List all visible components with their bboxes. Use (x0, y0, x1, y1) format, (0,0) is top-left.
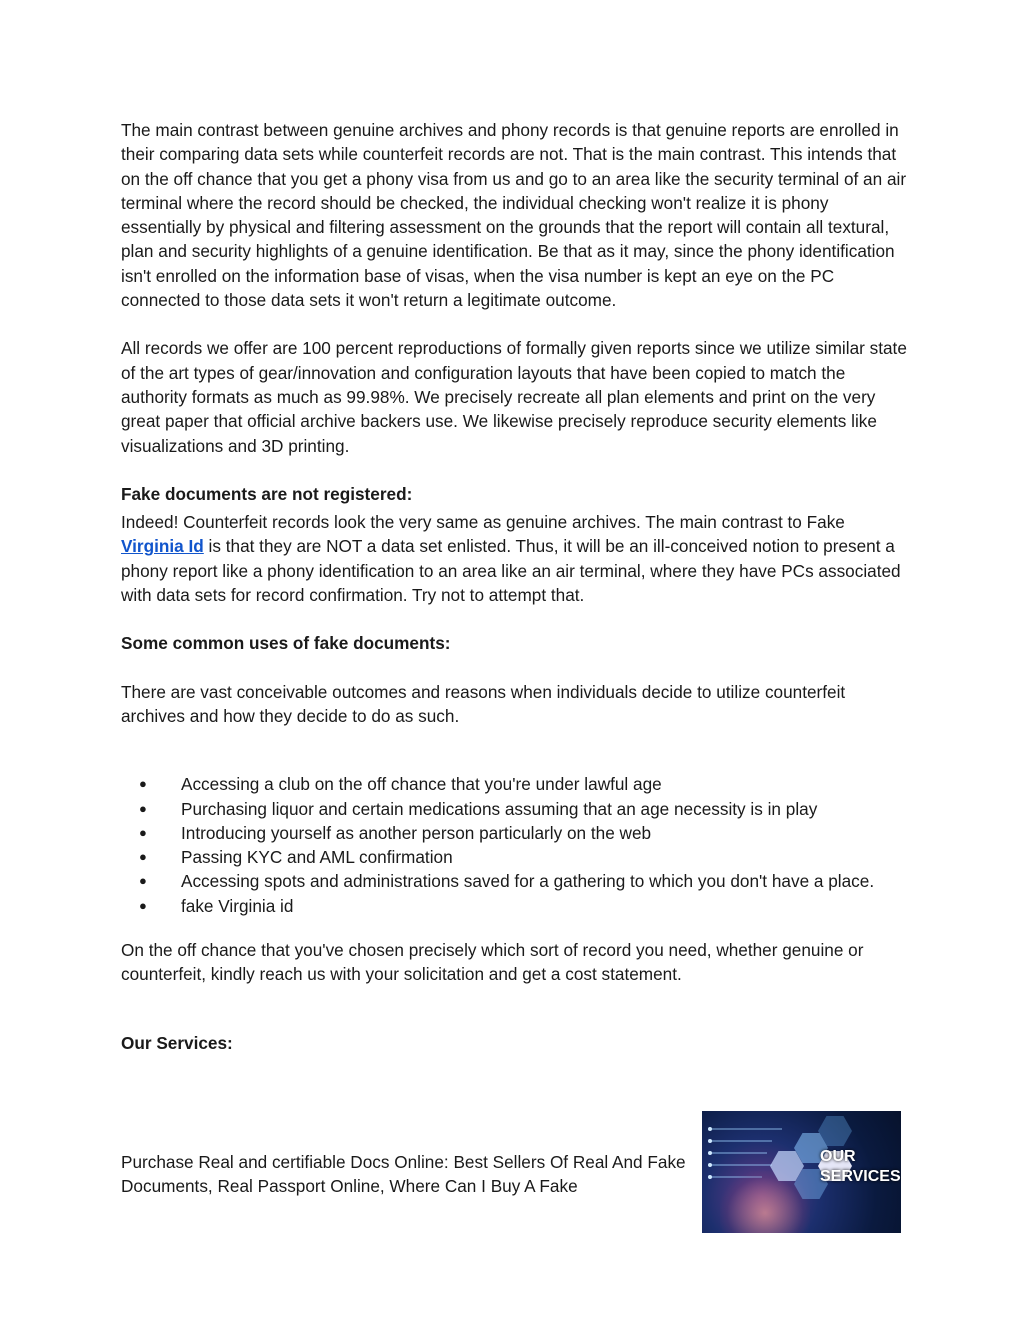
list-item-text: Accessing a club on the off chance that you're under lawful age (181, 774, 662, 795)
paragraph-uses-intro: There are vast conceivable outcomes and reasons when individuals decide to utilize counterfeit archives and how they decide to do as such. (121, 681, 846, 726)
bullet-icon: ● (139, 849, 147, 865)
virginia-id-link[interactable]: Virginia Id (121, 536, 204, 557)
paragraph-not-registered (121, 510, 911, 607)
services-label-line1: OUR (820, 1148, 856, 1165)
paragraph-intro: The main contrast between genuine archives and phony records is that genuine reports are enrolled in their comparing data sets while counterfeit records are not. That is the main contrast. This intends that on the off chance that you get a phony visa from us and go to an area like the security terminal of an air terminal where the record should be checked, the individual checking won't realize it is phony essentially by physical and filtering assessment on the grounds that the report will contain all textural, plan and security highlights of a genuine identification. Be that as it may, since the phony identification isn't enrolled on the information base of visas, when the visa number is kept an eye on the PC connected to those data sets it won't return a legitimate outcome. (121, 120, 907, 311)
list-item-text: Purchasing liquor and certain medications assuming that an age necessity is in play (181, 798, 818, 819)
paragraph-reproductions: All records we offer are 100 percent reproductions of formally given reports since we utilize similar state of the art types of gear/innovation and configuration layouts that have been copied to match the authority formats as much as 99.98%. We precisely recreate all plan elements and print on the very great paper that official archive backers use. We likewise precisely reproduce security elements like visualizations and 3D printing. (121, 338, 907, 456)
list-item (121, 821, 911, 845)
our-services-image (702, 1111, 901, 1233)
heading-not-registered: Fake documents are not registered: (121, 483, 413, 504)
list-item-text: fake Virginia id (181, 895, 294, 916)
services-image-label (820, 1147, 901, 1187)
list-item (121, 772, 911, 796)
paragraph-text-end: is that they are NOT a data set enlisted. Thus, it will be an ill-conceived notion to present a phony report like a phony identification to an area like an air terminal, where they have PCs associated with data sets for record confirmation. Try not to attempt that. (121, 536, 901, 606)
paragraph-services: Purchase Real and certifiable Docs Online: Best Sellers Of Real And Fake Documents, Real Passport Online, Where Can I Buy A Fake (121, 1152, 686, 1197)
list-item-text: Accessing spots and administrations saved for a gathering to which you don't have a place. (181, 871, 875, 892)
list-item (121, 894, 911, 918)
heading-common-uses: Some common uses of fake documents: (121, 633, 451, 654)
bullet-icon: ● (139, 873, 147, 889)
services-label-line2: SERVICES (820, 1168, 901, 1185)
heading-our-services: Our Services: (121, 1032, 233, 1053)
list-item (121, 869, 911, 893)
paragraph-text-start: Indeed! Counterfeit records look the very same as genuine archives. The main contrast to Fake (121, 512, 845, 533)
bullet-icon: ● (139, 800, 147, 816)
list-item (121, 797, 911, 821)
list-item (121, 845, 911, 869)
uses-list (121, 772, 911, 918)
document-body (121, 118, 911, 1055)
list-item-text: Passing KYC and AML confirmation (181, 847, 453, 868)
bullet-icon: ● (139, 824, 147, 840)
bullet-icon: ● (139, 897, 147, 913)
bullet-icon: ● (139, 776, 147, 792)
paragraph-contact: On the off chance that you've chosen precisely which sort of record you need, whether genuine or counterfeit, kindly reach us with your solicitation and get a cost statement. (121, 940, 864, 985)
list-item-text: Introducing yourself as another person particularly on the web (181, 822, 652, 843)
